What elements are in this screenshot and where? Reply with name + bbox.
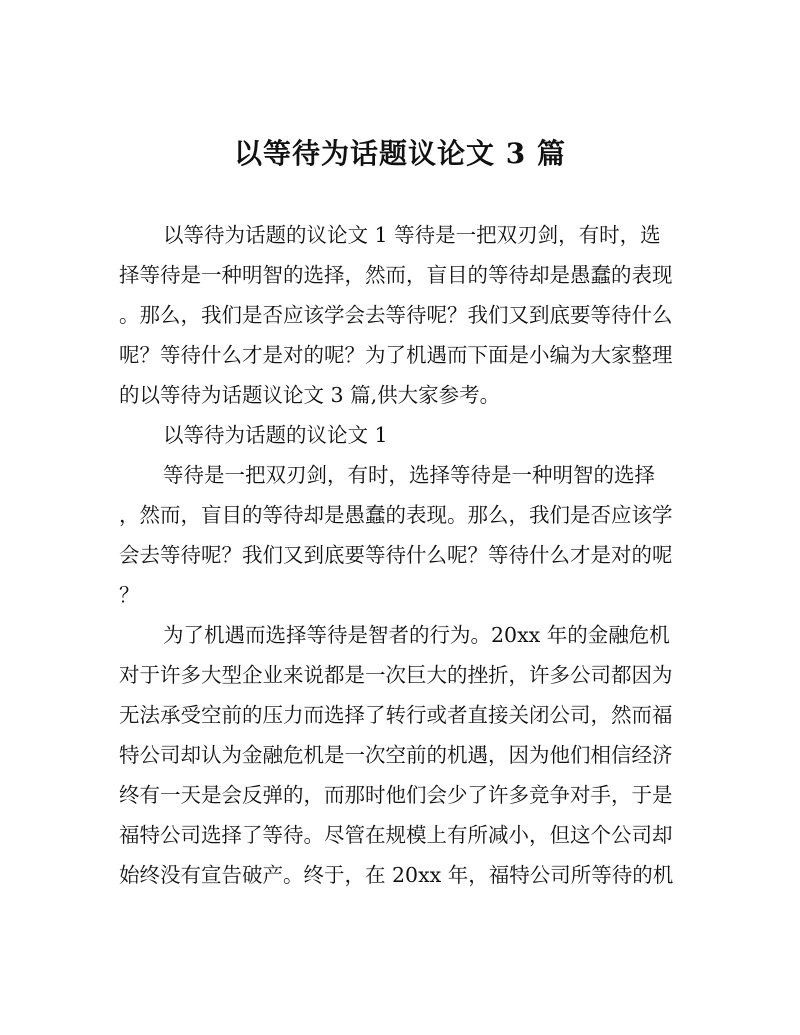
paragraph-line: 的以等待为话题议论文 3 篇,供大家参考。 (119, 383, 501, 407)
paragraph-line: 特公司却认为金融危机是一次空前的机遇，因为他们相信经济 (119, 743, 673, 767)
paragraph-line: 。那么，我们是否应该学会去等待呢？我们又到底要等待什么 (119, 303, 673, 327)
section-heading: 以等待为话题的议论文 1 (163, 423, 388, 447)
paragraph-line: 呢？等待什么才是对的呢？为了机遇而下面是小编为大家整理 (119, 343, 673, 367)
paragraph-line: 等待是一把双刃剑，有时，选择等待是一种明智的选择 (163, 463, 655, 487)
paragraph-line: ，然而，盲目的等待却是愚蠢的表现。那么，我们是否应该学 (119, 503, 673, 527)
paragraph-line: 终有一天是会反弹的，而那时他们会少了许多竞争对手，于是 (119, 783, 673, 807)
paragraph-line: 对于许多大型企业来说都是一次巨大的挫折，许多公司都因为 (119, 663, 673, 687)
document-body (119, 215, 689, 895)
paragraph-line: 无法承受空前的压力而选择了转行或者直接关闭公司，然而福 (119, 703, 673, 727)
paragraph-line: 择等待是一种明智的选择，然而，盲目的等待却是愚蠢的表现 (119, 263, 673, 287)
paragraph-line: 始终没有宣告破产。终于，在 20xx 年，福特公司所等待的机 (119, 863, 674, 887)
paragraph-line: 以等待为话题的议论文 1 等待是一把双刃剑，有时，选 (163, 223, 661, 247)
paragraph-line: 福特公司选择了等待。尽管在规模上有所减小，但这个公司却 (119, 823, 673, 847)
paragraph-line: ？ (119, 583, 140, 607)
paragraph-line: 为了机遇而选择等待是智者的行为。20xx 年的金融危机 (163, 623, 670, 647)
paragraph-line: 会去等待呢？我们又到底要等待什么呢？等待什么才是对的呢 (119, 543, 673, 567)
document-title: 以等待为话题议论文 3 篇 (234, 137, 566, 170)
